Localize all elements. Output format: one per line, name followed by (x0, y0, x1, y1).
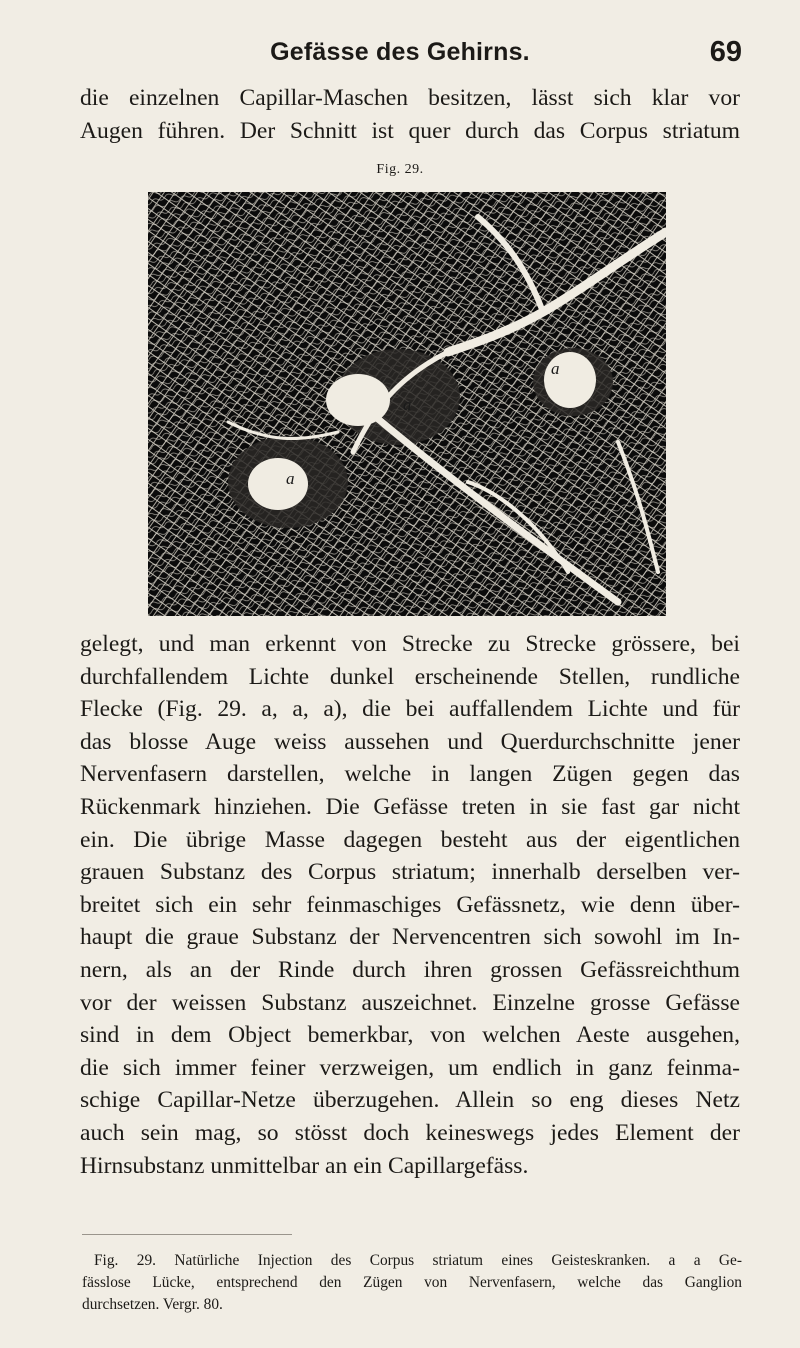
text-line: nern, als an der Rinde durch ihren grossen Gefässreichthum (80, 956, 740, 983)
text-line: sind in dem Object bemerkbar, von welchen Aeste ausgehen, (80, 1022, 740, 1049)
text-line: die sich immer feiner verzweigen, um endlich in ganz feinma- (80, 1054, 740, 1081)
text-line: schige Capillar-Netze überzugehen. Allein so eng dieses Netz (80, 1087, 740, 1114)
text-line: grauen Substanz des Corpus striatum; innerhalb derselben ver- (80, 859, 740, 886)
figure-injection-micrograph (148, 192, 666, 616)
caption-line: Fig. 29. Natürliche Injection des Corpus striatum eines Geisteskranken. a a Ge- (94, 1252, 742, 1269)
text-line: Augen führen. Der Schnitt ist quer durch das Corpus striatum (80, 117, 740, 144)
text-line: durchfallendem Lichte dunkel erscheinende Stellen, rundliche (80, 663, 740, 690)
text-line: Hirnsubstanz unmittelbar an ein Capillargefäss. (80, 1152, 529, 1179)
text-line: breitet sich ein sehr feinmaschiges Gefässnetz, wie denn über- (80, 891, 740, 918)
text-line: haupt die graue Substanz der Nervencentren sich sowohl im In- (80, 924, 740, 951)
running-header (0, 38, 800, 72)
text-line: die einzelnen Capillar-Maschen besitzen, lässt sich klar vor (80, 85, 740, 111)
text-line: Flecke (Fig. 29. a, a, a), die bei auffallendem Lichte und für (80, 696, 740, 723)
text-line: auch sein mag, so stösst doch keineswegs jedes Element der (80, 1119, 740, 1146)
text-line: vor der weissen Substanz auszeichnet. Einzelne grosse Gefässe (80, 989, 740, 1016)
figure-letter-a-1: a (403, 395, 412, 414)
text-line: Rückenmark hinziehen. Die Gefässe treten in sie fast gar nicht (80, 793, 740, 820)
running-title: Gefässe des Gehirns. (270, 38, 530, 66)
text-line: Nervenfasern darstellen, welche in langen Zügen gegen das (80, 761, 740, 788)
text-line: ein. Die übrige Masse dagegen besteht aus der eigentlichen (80, 826, 740, 853)
footnote-rule (82, 1234, 292, 1235)
text-line: gelegt, und man erkennt von Strecke zu Strecke grössere, bei (80, 631, 740, 657)
figure-letter-a-2: a (286, 469, 295, 488)
paragraph-main (80, 628, 740, 1182)
figure-letter-a-3: a (551, 359, 560, 378)
figure-label: Fig. 29. (376, 162, 424, 177)
caption-line: fässlose Lücke, entsprechend den Zügen von Nervenfasern, welche das Ganglion (82, 1274, 742, 1291)
figure-illustration (148, 192, 666, 616)
page-number: 69 (709, 36, 742, 68)
paragraph-top (80, 82, 740, 147)
figure-caption (82, 1250, 742, 1316)
text-line: das blosse Auge weiss aussehen und Querdurchschnitte jener (80, 728, 740, 755)
caption-line: durchsetzen. Vergr. 80. (82, 1296, 223, 1313)
